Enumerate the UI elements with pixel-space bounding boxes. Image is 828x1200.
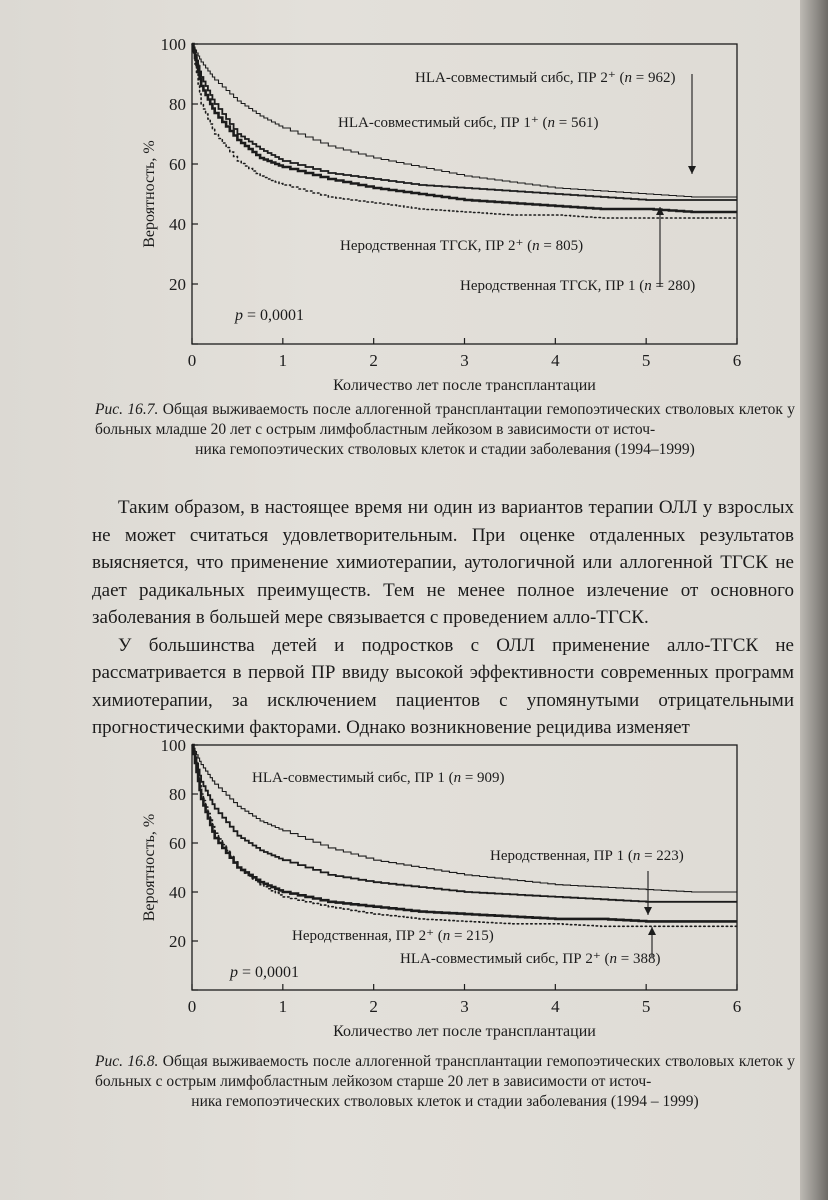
annotation-label: HLA-совместимый сибс, ПР 2⁺ (n = 962): [415, 70, 676, 86]
annotation-label: p = 0,0001: [235, 307, 305, 324]
annotation-label: Неродственная ТГСК, ПР 2⁺ (n = 805): [340, 238, 584, 254]
caption-label: Рис. 16.7.: [95, 401, 159, 418]
annotation-arrowhead: [648, 927, 656, 935]
y-axis-label: Вероятность, %: [141, 140, 158, 248]
survival-chart-fig-16-7: [140, 22, 760, 392]
y-tick-label: 80: [169, 95, 186, 114]
x-tick-label: 6: [732, 351, 742, 370]
x-tick-label: 5: [641, 351, 651, 370]
y-tick-label: 60: [169, 834, 186, 853]
caption-text: Общая выживаемость после аллогенной трансплантации гемопоэтических стволовых клеток у больных младше 20 лет с острым лимфобластным лейкозом в зависимости от источ-: [95, 401, 795, 438]
y-tick-label: 40: [169, 215, 186, 234]
annotation-label: p = 0,0001: [230, 964, 300, 981]
survival-chart-fig-16-8: [140, 735, 760, 1045]
series-line-1: [192, 745, 737, 892]
x-tick-label: 1: [278, 351, 288, 370]
x-tick-label: 0: [187, 997, 197, 1016]
y-tick-label: 60: [169, 155, 186, 174]
chart-svg: [140, 735, 760, 1045]
annotation-label: Неродственная ТГСК, ПР 1 (n = 280): [460, 278, 696, 294]
x-tick-label: 4: [551, 351, 560, 370]
chart-svg: [140, 22, 760, 392]
x-tick-label: 0: [187, 351, 197, 370]
y-tick-label: 100: [160, 35, 186, 54]
paragraph-2: У большинства детей и подростков с ОЛЛ применение алло-ТГСК не рассматривается в первой ПР ввиду высокой эффективности современных программ химиотерапии, за исключением пациентов с упомянутыми отрицательными прогностическими факторами. Однако возникновение рецидива изменяет: [92, 634, 794, 738]
annotation-label: Неродственная, ПР 1 (n = 223): [490, 848, 684, 864]
x-axis-label: Количество лет после трансплантации: [333, 1023, 596, 1040]
body-text: [92, 494, 794, 742]
x-tick-label: 5: [641, 997, 651, 1016]
y-tick-label: 20: [169, 275, 186, 294]
annotation-label: HLA-совместимый сибс, ПР 2⁺ (n = 388): [400, 951, 661, 967]
y-tick-label: 100: [160, 736, 186, 755]
figure-caption-16-7: [95, 400, 795, 460]
caption-label: Рис. 16.8.: [95, 1053, 159, 1070]
annotation-label: HLA-совместимый сибс, ПР 1 (n = 909): [252, 770, 505, 786]
x-tick-label: 6: [732, 997, 742, 1016]
x-axis-label: Количество лет после трансплантации: [333, 377, 596, 392]
paragraph-1: Таким образом, в настоящее время ни один из вариантов терапии ОЛЛ у взрослых не может считаться удовлетворительным. При оценке отдаленных результатов выясняется, что применение химиотерапии, аутологичной или аллогенной ТГСК не дает радикальных преимуществ. Тем не менее полное излечение от основного заболевания в большей мере связывается с проведением алло-ТГСК.: [92, 497, 794, 628]
x-tick-label: 2: [369, 351, 378, 370]
caption-text-last-line: ника гемопоэтических стволовых клеток и стадии заболевания (1994 – 1999): [191, 1093, 699, 1110]
y-tick-label: 40: [169, 883, 186, 902]
y-tick-label: 80: [169, 785, 186, 804]
annotation-label: Неродственная, ПР 2⁺ (n = 215): [292, 928, 494, 944]
x-tick-label: 3: [460, 351, 469, 370]
caption-text: Общая выживаемость после аллогенной трансплантации гемопоэтических стволовых клеток у больных с острым лимфобластным лейкозом старше 20 лет в зависимости от источ-: [95, 1053, 795, 1090]
caption-text-last-line: ника гемопоэтических стволовых клеток и стадии заболевания (1994–1999): [195, 441, 695, 458]
series-line-2: [192, 745, 737, 902]
annotation-arrowhead: [688, 166, 696, 174]
x-tick-label: 1: [278, 997, 288, 1016]
annotation-label: HLA-совместимый сибс, ПР 1⁺ (n = 561): [338, 115, 599, 131]
x-tick-label: 3: [460, 997, 469, 1016]
page-edge-shadow: [800, 0, 828, 1200]
x-tick-label: 2: [369, 997, 378, 1016]
x-tick-label: 4: [551, 997, 560, 1016]
annotation-arrowhead: [644, 907, 652, 915]
figure-caption-16-8: [95, 1052, 795, 1112]
y-tick-label: 20: [169, 932, 186, 951]
y-axis-label: Вероятность, %: [141, 813, 158, 922]
